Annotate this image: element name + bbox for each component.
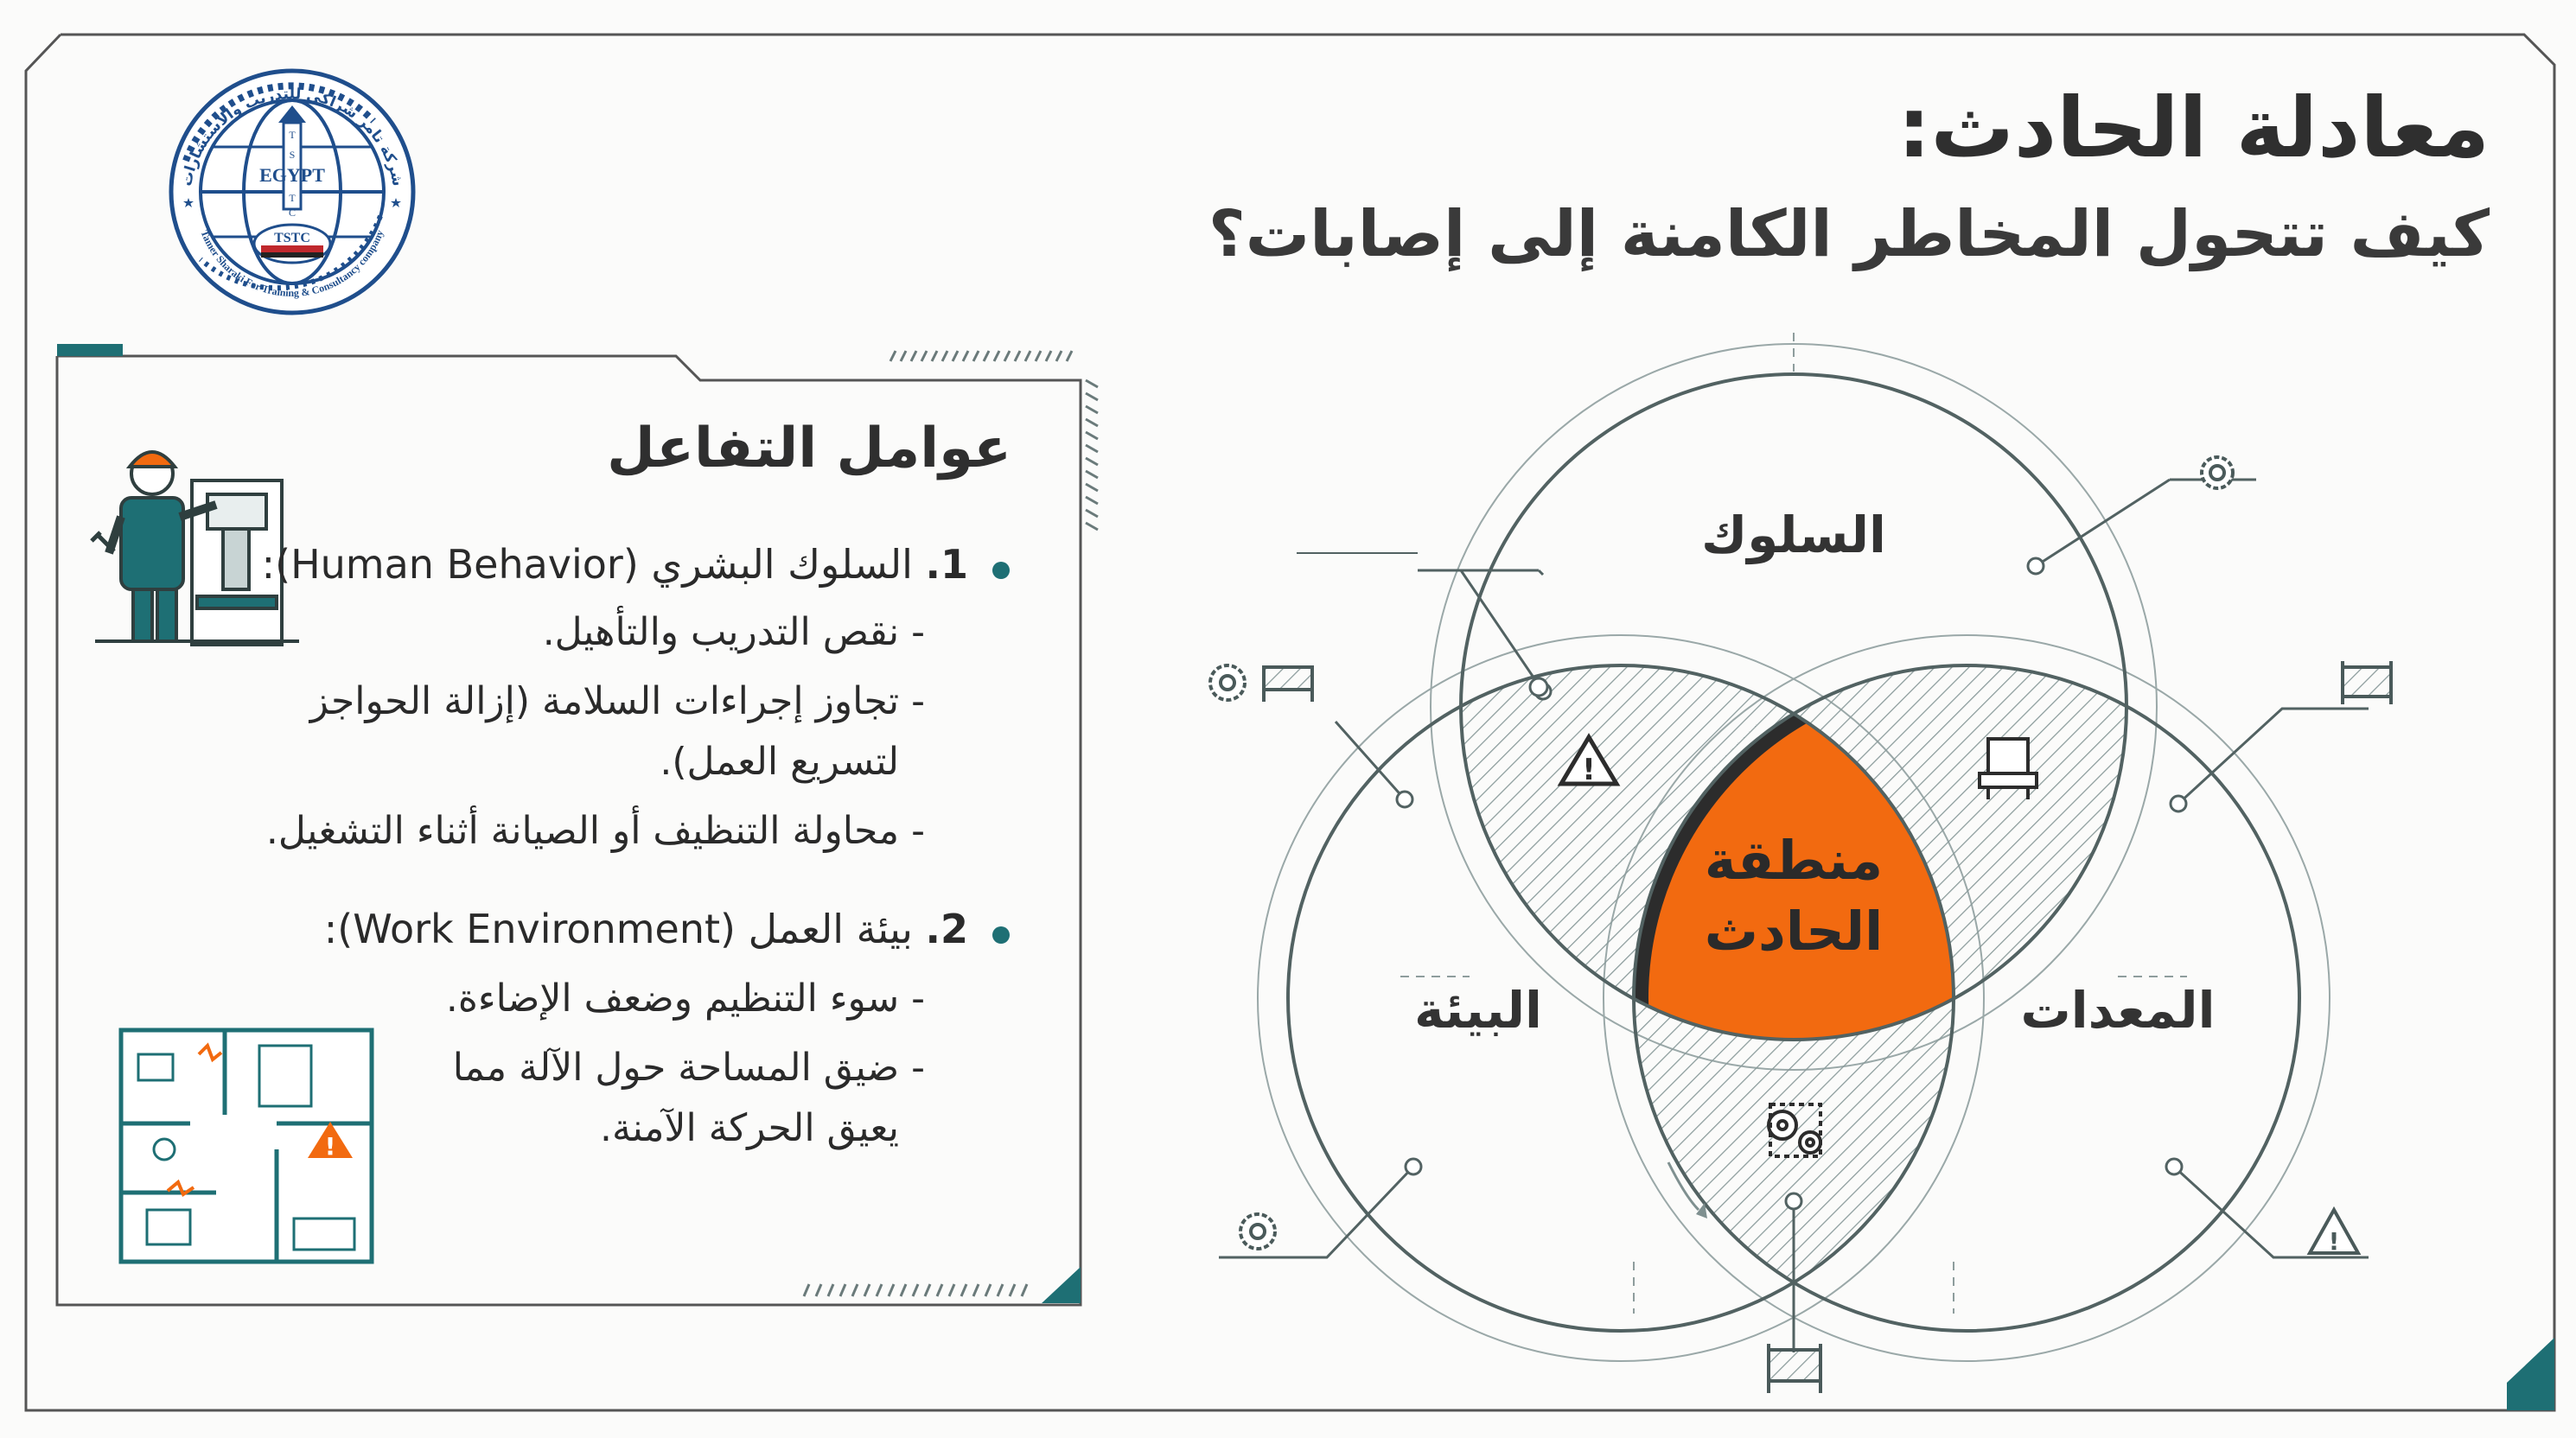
svg-text:S: S	[289, 149, 296, 161]
svg-text:!: !	[324, 1132, 336, 1161]
page-title: معادلة الحادث:	[1897, 80, 2490, 176]
environment-label: البيئة	[1414, 981, 1542, 1040]
page-subtitle: كيف تتحول المخاطر الكامنة إلى إصابات؟	[1208, 197, 2490, 271]
factor-bullet	[992, 562, 1010, 579]
accident-zone-label-line: منطقة	[1704, 829, 1884, 892]
logo-ring-arabic: شركة تامر شراكي للتدريب والاستشارات	[178, 85, 406, 188]
behavior-label: السلوك	[1701, 506, 1886, 564]
factor-1-point: - تجاوز إجراءات السلامة (إزالة الحواجز	[309, 679, 925, 723]
svg-text:!: !	[2328, 1227, 2340, 1256]
equipment-label: المعدات	[2020, 981, 2216, 1040]
warning-sign-icon	[2310, 1210, 2358, 1256]
svg-text:Tamer Sharaki For Training & C	[199, 228, 386, 299]
floor-plan-illustration	[121, 1030, 372, 1262]
logo-ring-text	[171, 71, 413, 313]
factor-1-heading	[262, 541, 968, 588]
factor-1-number: 1.	[925, 541, 968, 588]
factor-2-heading	[324, 906, 968, 952]
factor-1-label: السلوك البشري (Human Behavior):	[261, 541, 913, 588]
panel-title: عوامل التفاعل	[607, 417, 1011, 480]
factor-bullet	[992, 926, 1010, 944]
factor-1-point: - نقص التدريب والتأهيل.	[542, 610, 925, 654]
accident-zone-label-line: الحادث	[1704, 900, 1884, 963]
factor-1-point: - محاولة التنظيف أو الصيانة أثناء التشغيل.	[265, 809, 925, 853]
svg-text:T: T	[289, 129, 296, 141]
svg-text:C: C	[288, 207, 296, 219]
logo-country-text: EGYPT	[259, 164, 325, 186]
factor-2-label: بيئة العمل (Work Environment):	[323, 906, 913, 952]
factor-2-number: 2.	[925, 906, 968, 952]
factor-1-point: لتسريع العمل).	[660, 740, 899, 784]
svg-text:!: !	[1582, 753, 1596, 787]
svg-text:شركة تامر شراكي للتدريب والاست	[178, 86, 406, 188]
factor-2-point: يعيق الحركة الآمنة.	[599, 1106, 899, 1150]
factor-2-point: - ضيق المساحة حول الآلة مما	[452, 1046, 925, 1090]
logo-abbr-text: TSTC	[274, 231, 310, 245]
svg-text:T: T	[289, 192, 296, 204]
logo-ring-english: Tamer Sharaki For Training & Consultancy company	[198, 228, 386, 299]
accident-zone-label	[1694, 825, 1893, 967]
factor-2-point: - سوء التنظيم وضعف الإضاءة.	[445, 977, 925, 1021]
